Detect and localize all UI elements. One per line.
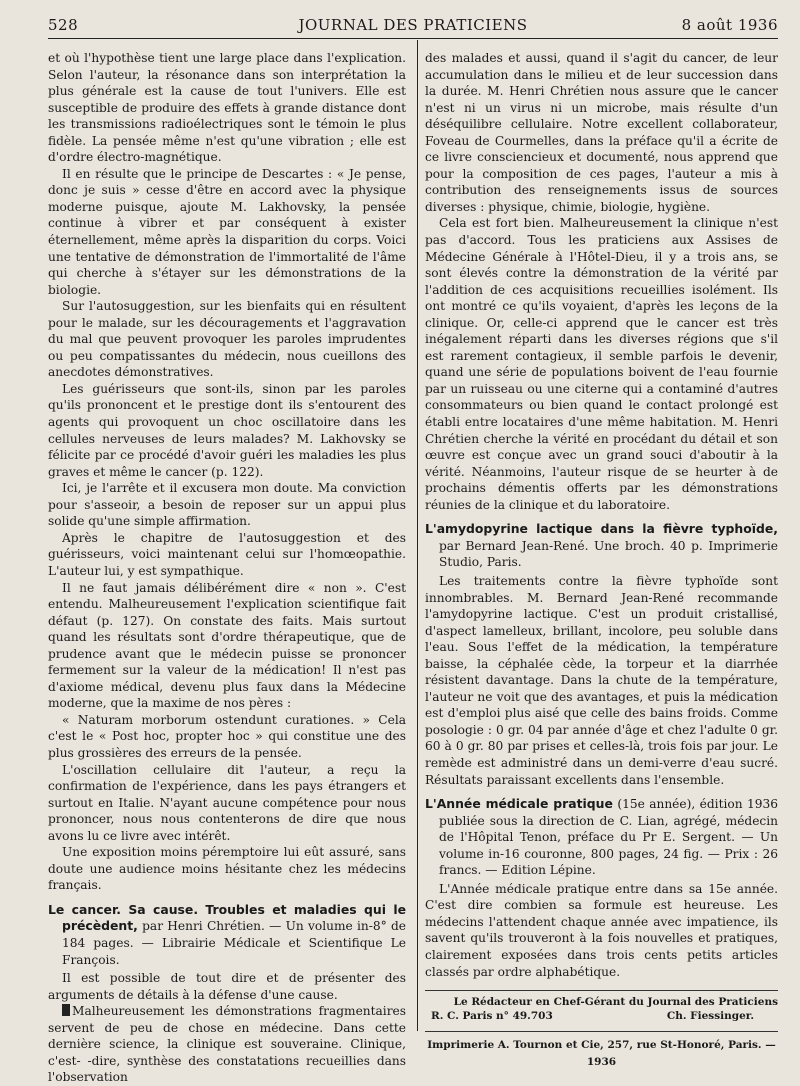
article-amydopyrine [425,521,778,788]
issue-date: 8 août 1936 [681,16,778,34]
journal-title: JOURNAL DES PRATICIENS [298,16,528,34]
paragraph: Les guérisseurs que sont-ils, sinon par les paroles qu'ils prononcent et le prestige dont ils s'entourent des agents qui provoquent un choc oscillatoire dans les cellules nerveuses de leurs malades? M. Lakhovsky se félicite par ce procédé d'avoir guéri les maladies les plus graves et même le cancer (p. 122). [48,381,406,479]
paragraph: Il en résulte que le principe de Descartes : « Je pense, donc je suis » cesse d'être en accord avec la physique moderne puisque, ajoute M. Lakhovsky, la pensée continue à vibrer et par conséquent à exister éternellement, même après la disparition du corps. Voici une tentative de démonstration de l'immortalité de l'âme qui cherche à s'étayer sur les démonstrations de la biologie. [48,166,406,297]
editor-signature [425,990,778,1023]
paragraph: Il est possible de tout dire et de présenter des arguments de détails à la défense d'une cause. [48,971,406,1002]
printer-imprint: Imprimerie A. Tournon et Cie, 257, rue St-Honoré, Paris. — 1936 [425,1031,778,1070]
paragraph: Sur l'autosuggestion, sur les bienfaits qui en résultent pour le malade, sur les découragements et l'aggravation du mal que peuvent provoquer les paroles imprudentes ou peu compatissantes du médecin, nous cueillons des anecdotes démonstratives. [48,299,406,380]
paragraph-text: Malheureusement les démonstrations fragmentaires servent de peu de chose en médecine. Dans cette dernière science, la clinique est souveraine. Clinique, c'est- -dire, synthèse des constatations recueillies dans l'observation [48,1004,406,1085]
registry-number: R. C. Paris n° 49.703 [431,1010,553,1023]
paragraph: Ici, je l'arrête et il excusera mon doute. Ma conviction pour s'asseoir, a besoin de reposer sur un appui plus solide qu'une simple affirmation. [48,481,406,529]
paragraph: L'oscillation cellulaire dit l'auteur, a reçu la confirmation de l'expérience, dans les pays étrangers et surtout en Italie. N'ayant aucune compétence pour nous prononcer, nous nous contenterons de dire que nous avons lu ce livre avec intérêt. [48,762,406,843]
right-column [425,50,779,1068]
paragraph: L'Année médicale pratique entre dans sa 15e année. C'est dire combien sa formule est heureuse. Les médecins l'attendent chaque année avec impatience, ils savent qu'ils trouveront à la fois nouvelles et pratiques, clairement exposées dans trois cents petits articles classés par ordre alphabétique. [425,881,778,979]
article-citation: par Henri Chrétien. — Un volume in-8° de 184 pages. — Librairie Médicale et Scientifique Le François. [62,919,406,967]
paragraph: Après le chapitre de l'autosuggestion et des guérisseurs, voici maintenant celui sur l'homœopathie. L'auteur lui, y est sympathique. [48,530,406,578]
paragraph-with-marker [48,1003,406,1086]
page-header [48,16,778,40]
column-divider [417,40,418,1031]
left-column [48,50,406,1085]
article-title: L'amydopyrine lactique dans la fièvre typhoïde, [425,521,778,537]
article-heading [48,902,406,968]
article-annee-medicale [425,796,778,980]
hand-pointer-icon [62,1004,70,1016]
page-number: 528 [48,16,79,34]
header-rule [48,38,778,39]
signature-line: Le Rédacteur en Chef-Gérant du Journal des Praticiens [453,996,778,1009]
article-citation: par Bernard Jean-René. Une broch. 40 p. Imprimerie Studio, Paris. [439,538,778,570]
paragraph: des malades et aussi, quand il s'agit du cancer, de leur accumulation dans le milieu et de leur succession dans la durée. M. Henri Chrétien nous assure que le cancer n'est ni un virus ni un microbe, mais résulte d'un déséquilibre cellulaire. Notre excellent collaborateur, Foveau de Courmelles, dans la préface qu'il a écrite de ce livre consciencieux et documenté, nous apprend que pour la composition de ces pages, l'auteur a mis à contribution des renseignements issus de sources diverses : physique, chimie, biologie, hygiène. [425,51,778,214]
editor-name: Ch. Fiessinger. [666,1010,754,1023]
paragraph: Les traitements contre la fièvre typhoïde sont innombrables. M. Bernard Jean-René recommande l'amydopyrine lactique. C'est un produit cristallisé, d'aspect lamelleux, brillant, incolore, peu soluble dans l'eau. Sous l'effet de la médication, la température baisse, la céphalée cède, la torpeur et la diarrhée résistent davantage. Dans la chute de la température, l'auteur ne voit que des avantages, et puis la médication est d'emploi plus aisé que celle des bains froids. Comme posologie : 0 gr. 04 par année d'âge et chez l'adulte 0 gr. 60 à 0 gr. 80 par prises et celles-là, trois fois par jour. Le remède est administré dans un demi-verre d'eau sucré. Résultats paraissant excellents dans l'ensemble. [425,573,778,787]
paragraph: et où l'hypothèse tient une large place dans l'explication. Selon l'auteur, la résonance dans son interprétation la plus générale est la cause de tout l'univers. Elle est susceptible de produire des effets à grande distance dont les transmissions radioélectriques sont le témoin le plus fidèle. La pensée même n'est qu'une vibration ; elle est d'ordre électro-magnétique. [48,51,406,165]
paragraph: Il ne faut jamais délibérément dire « non ». C'est entendu. Malheureusement l'explication scientifique fait défaut (p. 127). On constate des faits. Mais surtout quand les résultats sont d'ordre thérapeutique, que de prudence avant que le médecin puisse se prononcer fermement sur la valeur de la médication! Il n'est pas d'axiome médical, devenu plus faux dans la Médecine moderne, que la maxime de nos pères : [48,580,406,711]
article-heading [425,521,778,571]
paragraph: « Naturam morborum ostendunt curationes. » Cela c'est le « Post hoc, propter hoc » qui constitue une des plus grossières des erreurs de la pensée. [48,712,406,760]
paragraph: Cela est fort bien. Malheureusement la clinique n'est pas d'accord. Tous les praticiens aux Assises de Médecine Générale à l'Hôtel-Dieu, il y a trois ans, se sont élevés contre la démonstration de la vérité par l'addition de ces acquisitions recueillies isolément. Ils ont montré ce qu'ils voyaient, d'après les leçons de la clinique. Or, celle-ci apprend que le cancer est très inégalement réparti dans les diverses régions que s'il est rarement contagieux, il semble parfois le devenir, quand une série de populations boivent de l'eau fournie par un ruisseau ou une citerne qui a contaminé d'autres consommateurs ou bien quand le contact prolongé est établi entre locataires d'une même habitation. M. Henri Chrétien cherche la vérité en procédant du détail et son œuvre est conçue avec un grand souci d'aboutir à la vérité. Néanmoins, l'auteur risque de se heurter à de prochains démentis offerts par les démonstrations réunies de la clinique et du laboratoire. [425,216,778,512]
article-cancer [48,902,406,1086]
article-title: Le cancer. Sa cause. Troubles et maladies qui le précèdent, [48,901,406,934]
paragraph: Une exposition moins péremptoire lui eût assuré, sans doute une audience moins hésitante chez les médecins français. [48,845,406,893]
article-heading [425,796,778,879]
article-title: L'Année médicale pratique [425,796,613,812]
article-citation: (15e année), édition 1936 publiée sous la direction de C. Lian, agrégé, médecin de l'Hôpital Tenon, préface du Pr E. Sergent. — Un volume in-16 couronne, 800 pages, 24 fig. — Prix : 26 francs. — Edition Lépine. [439,797,779,878]
